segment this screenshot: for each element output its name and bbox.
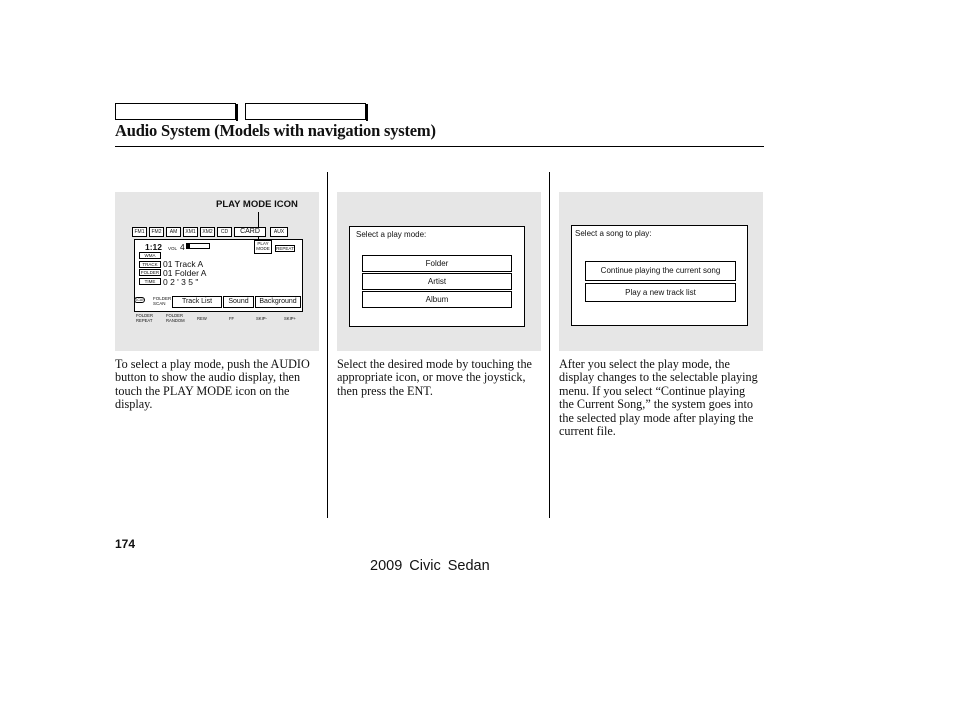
folder-name: 01 Folder A (163, 268, 207, 278)
time-badge: TIME (139, 278, 161, 285)
folder-repeat-label: FOLDER REPEAT (136, 313, 153, 323)
volume-value: 4 (180, 242, 185, 252)
source-button-fm2[interactable]: FM2 (149, 227, 164, 237)
folder-scan-label: FOLDER SCAN (153, 296, 172, 306)
elapsed-time: 0 2 ' 3 5 " (163, 277, 199, 287)
column-divider-2 (549, 172, 550, 518)
ff-label: FF (229, 316, 235, 321)
folder-badge: FOLDER (140, 270, 160, 275)
continue-current-song-button[interactable]: Continue playing the current song (585, 261, 736, 281)
track-name: 01 Track A (163, 259, 204, 269)
track-list-button[interactable]: Track List (172, 296, 222, 308)
volume-bar (186, 243, 210, 249)
source-button-fm1[interactable]: FM1 (132, 227, 147, 237)
play-mode-album-button[interactable]: Album (362, 291, 512, 308)
sound-button[interactable]: Sound (223, 296, 254, 308)
page-number: 174 (115, 537, 136, 551)
volume-label: VOL (168, 246, 178, 251)
play-mode-folder-button[interactable]: Folder (362, 255, 512, 272)
header-tab-1 (115, 103, 236, 120)
column-3-text: After you select the play mode, the display changes to the selectable playing menu. If you select “Continue playing the Current Song,” the system goes into the selected play mode after playing the current file. (559, 357, 758, 439)
song-select-prompt: Select a song to play: (575, 229, 652, 238)
play-mode-icon-callout: PLAY MODE ICON (216, 199, 298, 210)
source-button-aux[interactable]: AUX (270, 227, 288, 237)
source-button-xm2[interactable]: XM2 (200, 227, 215, 237)
play-new-track-list-button[interactable]: Play a new track list (585, 283, 736, 302)
play-mode-artist-button[interactable]: Artist (362, 273, 512, 290)
folder-random-label: FOLDER RANDOM (166, 313, 185, 323)
page-title: Audio System (Models with navigation system) (115, 121, 436, 140)
source-button-xm1[interactable]: XM1 (183, 227, 198, 237)
play-mode-prompt: Select a play mode: (356, 230, 427, 239)
header-rule (115, 146, 764, 147)
source-button-cd[interactable]: CD (217, 227, 232, 237)
play-mode-icon[interactable]: PLAY MODE (254, 240, 272, 254)
header-tab-2 (245, 103, 366, 120)
scan-button[interactable]: SCAN (135, 298, 145, 302)
column-divider-1 (327, 172, 328, 518)
background-button[interactable]: Background (255, 296, 301, 308)
repeat-indicator: REPEAT (276, 246, 294, 251)
clock-readout: 1:12 (145, 242, 163, 252)
skip-forward-label: SKIP+ (284, 316, 296, 321)
source-button-card[interactable]: CARD (234, 227, 266, 237)
column-1-text: To select a play mode, push the AUDIO button to show the audio display, then touch the PLAY MODE icon on the display. (115, 357, 310, 412)
track-badge: TRACK (139, 261, 161, 268)
source-button-am[interactable]: AM (166, 227, 181, 237)
wma-badge: WMA (139, 252, 161, 259)
column-2-text: Select the desired mode by touching the appropriate icon, or move the joystick, then press the ENT. (337, 357, 532, 398)
rew-label: REW (197, 316, 207, 321)
footer-model: 2009 Civic Sedan (370, 558, 490, 574)
skip-back-label: SKIP- (256, 316, 267, 321)
